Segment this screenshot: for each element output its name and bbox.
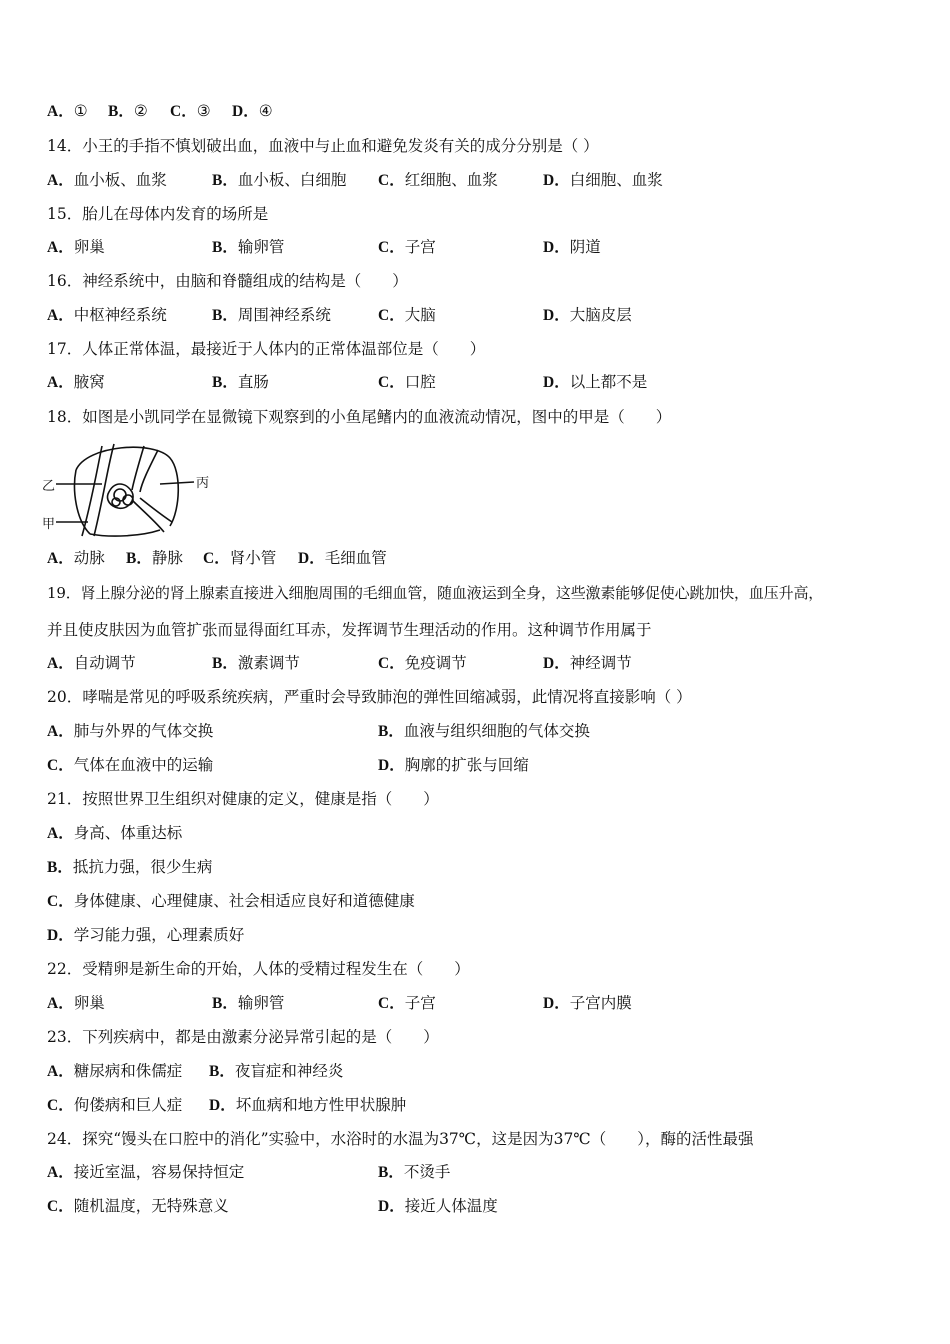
blood-flow-microscope-figure [42,440,217,540]
q13-option-b: B．② [108,102,148,120]
q21-option-d: D．学习能力强，心理素质好 [47,926,245,944]
q18-option-c: C．肾小管 [203,549,277,567]
q18-option-b: B．静脉 [126,549,183,567]
q20-option-b: B．血液与组织细胞的气体交换 [378,722,590,740]
q24-option-b: B．不烫手 [378,1163,451,1181]
q21-option-b: B．抵抗力强，很少生病 [47,858,213,876]
q19-option-d: D．神经调节 [543,654,632,672]
q23-option-b: B．夜盲症和神经炎 [209,1062,344,1080]
q22-option-a: A．卵巢 [47,994,105,1012]
q14-stem: 14．小王的手指不慎划破出血，血液中与止血和避免发炎有关的成分分别是（ ） [47,137,599,155]
q17-option-c: C．口腔 [378,373,436,391]
q14-option-a: A．血小板、血浆 [47,171,167,189]
figure-circle-bottom-arc [90,530,160,536]
q22-option-c: C．子宫 [378,994,436,1012]
q22-stem: 22．受精卵是新生命的开始，人体的受精过程发生在（ ） [47,960,470,978]
q16-option-a: A．中枢神经系统 [47,306,167,324]
q13-option-c: C．③ [170,102,211,120]
q20-option-a: A．肺与外界的气体交换 [47,722,214,740]
q17-option-b: B．直肠 [212,373,269,391]
q18-option-d: D．毛细血管 [298,549,387,567]
q13-option-a: A．① [47,102,88,120]
q23-option-d: D．坏血病和地方性甲状腺肿 [209,1096,407,1114]
q17-option-d: D．以上都不是 [543,373,648,391]
q13-option-d: D．④ [232,102,273,120]
q19-option-a: A．自动调节 [47,654,136,672]
q21-option-c: C．身体健康、心理健康、社会相适应良好和道德健康 [47,892,415,910]
figure-label-yi: 乙 [42,479,56,494]
figure-label-bing: 丙 [196,476,210,491]
figure-vessel-mid-2 [140,450,158,492]
q17-option-a: A．腋窝 [47,373,105,391]
q16-option-c: C．大脑 [378,306,436,324]
q15-option-d: D．阴道 [543,238,601,256]
q23-option-c: C．佝偻病和巨人症 [47,1096,183,1114]
q22-option-d: D．子宫内膜 [543,994,632,1012]
q20-option-d: D．胸廓的扩张与回缩 [378,756,529,774]
q15-option-c: C．子宫 [378,238,436,256]
q15-stem: 15．胎儿在母体内发育的场所是 [47,205,269,223]
q15-option-b: B．输卵管 [212,238,285,256]
q15-option-a: A．卵巢 [47,238,105,256]
figure-pointer-bing [160,482,194,484]
q24-option-a: A．接近室温，容易保持恒定 [47,1163,245,1181]
figure-blood-cell-1 [114,489,126,501]
q20-option-c: C．气体在血液中的运输 [47,756,214,774]
figure-vessel-right-2 [140,498,172,522]
q19-option-b: B．激素调节 [212,654,300,672]
q19-stem-line1: 19．肾上腺分泌的肾上腺素直接进入细胞周围的毛细血管，随血液运到全身，这些激素能够促使心跳加快，血压升高， [47,584,824,602]
figure-label-jia: 甲 [42,517,56,532]
figure-circle-left-arc [75,470,90,534]
q23-option-a: A．糖尿病和侏儒症 [47,1062,183,1080]
q16-stem: 16．神经系统中，由脑和脊髓组成的结构是（ ） [47,272,408,290]
q14-option-b: B．血小板、白细胞 [212,171,347,189]
q14-option-d: D．白细胞、血浆 [543,171,663,189]
q16-option-b: B．周围神经系统 [212,306,331,324]
q21-option-a: A．身高、体重达标 [47,824,183,842]
q17-stem: 17．人体正常体温，最接近于人体内的正常体温部位是（ ） [47,340,486,358]
q22-option-b: B．输卵管 [212,994,285,1012]
q20-stem: 20．哮喘是常见的呼吸系统疾病，严重时会导致肺泡的弹性回缩减弱，此情况将直接影响（ ） [47,688,692,706]
q19-stem-line2: 并且使皮肤因为血管扩张而显得面红耳赤，发挥调节生理活动的作用。这种调节作用属于 [47,621,652,639]
q18-option-a: A．动脉 [47,549,105,567]
q14-option-c: C．红细胞、血浆 [378,171,498,189]
q19-option-c: C．免疫调节 [378,654,467,672]
q24-option-c: C．随机温度，无特殊意义 [47,1197,229,1215]
q18-stem: 18．如图是小凯同学在显微镜下观察到的小鱼尾鳍内的血液流动情况，图中的甲是（ ） [47,408,672,426]
q21-stem: 21．按照世界卫生组织对健康的定义，健康是指（ ） [47,790,439,808]
q24-option-d: D．接近人体温度 [378,1197,498,1215]
q24-stem: 24．探究“馒头在口腔中的消化”实验中，水浴时的水温为37℃，这是因为37℃（ ），酶的活性最强 [47,1130,754,1148]
q23-stem: 23．下列疾病中，都是由激素分泌异常引起的是（ ） [47,1028,439,1046]
q16-option-d: D．大脑皮层 [543,306,632,324]
